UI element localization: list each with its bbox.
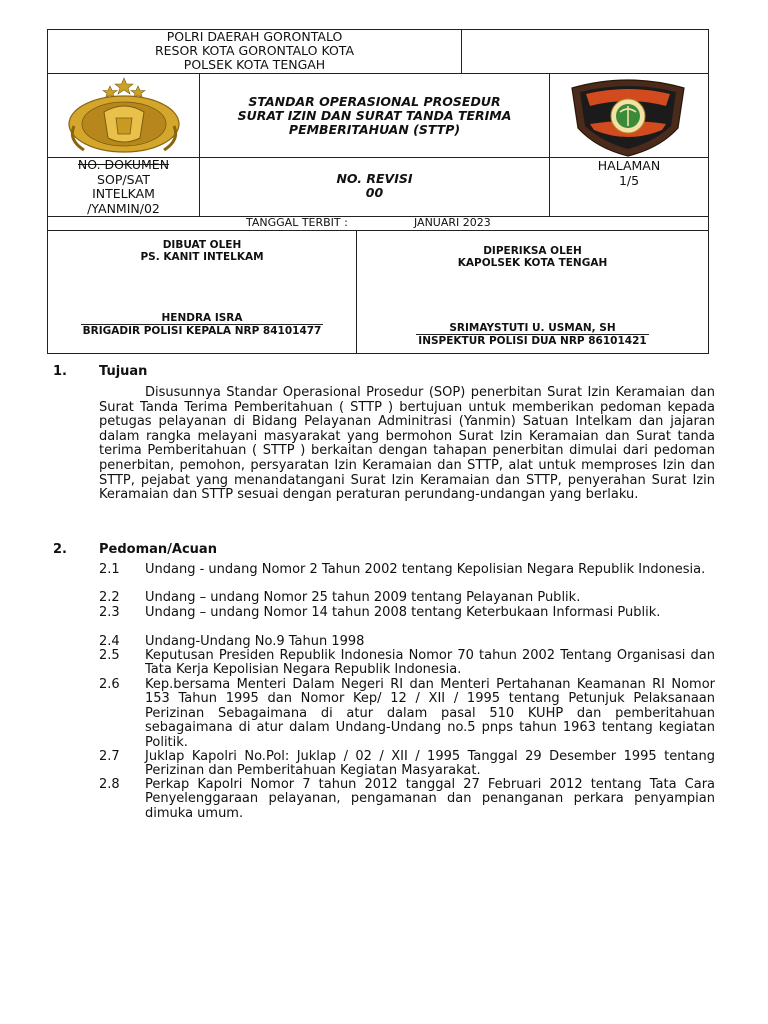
list-item-text: Juklap Kapolri No.Pol: Juklap / 02 / XII / 1995 Tanggal 29 Desember 1995 tentang Perizinan dan Pemberitahuan Kegiatan Masyarakat. — [145, 749, 715, 779]
page-cell — [549, 157, 709, 217]
org-cell — [47, 29, 462, 74]
list-item-text: Perkap Kapolri Nomor 7 tahun 2012 tanggal 27 Februari 2012 tentang Tata Cara Penyelenggaraan pelayanan, pengamanan dan penanganan perkara penyampian dimuka umum. — [145, 777, 715, 821]
org-line-2: RESOR KOTA GORONTALO KOTA — [154, 43, 355, 58]
list-item — [99, 591, 715, 605]
checked-by-rank: INSPEKTUR POLISI DUA NRP 86101421 — [418, 335, 647, 347]
title-cell — [199, 73, 550, 158]
revision-value: 00 — [365, 185, 384, 200]
polri-logo-cell — [47, 73, 200, 158]
doc-number-line-3: /YANMIN/02 — [87, 200, 160, 216]
doc-number-cell — [47, 157, 200, 217]
list-item — [99, 606, 715, 620]
list-item-number: 2.4 — [99, 634, 120, 649]
list-item — [99, 778, 715, 821]
revision-cell — [199, 157, 550, 217]
issue-date-value: JANUARI 2023 — [414, 216, 491, 229]
list-item — [99, 563, 715, 577]
checked-by-name: SRIMAYSTUTI U. USMAN, SH — [449, 322, 616, 334]
list-item-number: 2.6 — [99, 677, 120, 692]
org-blank-cell — [461, 29, 709, 74]
checked-by-label: DIPERIKSA OLEH — [483, 245, 582, 257]
doc-number-line-1: SOP/SAT — [97, 171, 150, 187]
list-item — [99, 678, 715, 750]
issue-date-label: TANGGAL TERBIT : — [246, 216, 348, 229]
gorontalo-logo-cell — [549, 73, 709, 158]
doc-number-line-2: INTELKAM — [92, 186, 155, 201]
doc-number-label: NO. DOKUMEN — [77, 157, 170, 172]
section-1-title: Tujuan — [99, 364, 148, 379]
prepared-by-rank: BRIGADIR POLISI KEPALA NRP 84101477 — [82, 325, 322, 337]
list-item-text: Kep.bersama Menteri Dalam Negeri RI dan Menteri Pertahanan Keamanan RI Nomor 153 Tahun 1995 dan Nomor Kep/ 12 / XII / 1995 tentang Petunjuk Pelaksanaan Perizinan Sebagaimana di atur dalam pasal 510 KUHP dan pemberitahuan sebagaimana di atur dalam Undang-Undang no.5 pnps tahun 1963 tentang kegiatan Politik. — [145, 677, 715, 750]
list-item-number: 2.7 — [99, 749, 120, 764]
checked-by-cell — [356, 230, 709, 354]
list-item-text: Undang – undang Nomor 25 tahun 2009 tentang Pelayanan Publik. — [145, 590, 581, 605]
section-1-number: 1. — [53, 364, 67, 379]
prepared-by-position: PS. KANIT INTELKAM — [140, 251, 264, 263]
title-line-2: SURAT IZIN DAN SURAT TANDA TERIMA — [237, 108, 512, 123]
org-line-3: POLSEK KOTA TENGAH — [183, 57, 326, 72]
list-item-text: Keputusan Presiden Republik Indonesia Nomor 70 tahun 2002 Tentang Organisasi dan Tata Kerja Kepolisian Negara Republik Indonesia. — [145, 648, 715, 678]
list-item-text: Undang - undang Nomor 2 Tahun 2002 tentang Kepolisian Negara Republik Indonesia. — [145, 562, 706, 577]
list-item-number: 2.1 — [99, 562, 120, 577]
prepared-by-cell — [47, 230, 357, 354]
list-item-text: Undang – undang Nomor 14 tahun 2008 tentang Keterbukaan Informasi Publik. — [145, 605, 661, 620]
list-item-number: 2.2 — [99, 590, 120, 605]
list-item — [99, 750, 715, 779]
list-item-number: 2.8 — [99, 777, 120, 792]
page-label: HALAMAN — [597, 158, 661, 173]
prepared-by-name: HENDRA ISRA — [161, 312, 243, 324]
polda-gorontalo-emblem-icon — [550, 74, 710, 159]
title-line-3: PEMBERITAHUAN (STTP) — [288, 122, 461, 137]
section-2-title: Pedoman/Acuan — [99, 542, 217, 557]
title-line-1: STANDAR OPERASIONAL PROSEDUR — [248, 94, 501, 109]
section-2-number: 2. — [53, 542, 67, 557]
issue-date-row — [47, 216, 709, 231]
section-1-paragraph: Disusunnya Standar Operasional Prosedur (SOP) penerbitan Surat Izin Keramaian dan Surat Tanda Terima Pemberitahuan ( STTP ) bertujuan untuk memberikan pedoman kepada petugas pelayanan di Bidang Pelayanan Adminitrasi (Yanmin) Satuan Intelkam dan jajaran dalam rangka melayani masyarakat yang bermohon Surat Izin Keramaian dan Surat tanda terima Pemberitahuan ( STTP ) berkaitan dengan tahapan penerbitan dimulai dari pedoman penerbitan, pemohon, persyaratan Izin Keramaian dan STTP, alat untuk memproses Izin dan STTP, pejabat yang menandatangani Surat Izin Keramaian dan STTP, penyerahan Surat Izin Keramaian dan STTP sesuai dengan peraturan perundang-undangan yang berlaku. — [99, 385, 715, 503]
checked-by-position: KAPOLSEK KOTA TENGAH — [457, 257, 608, 269]
page-value: 1/5 — [618, 173, 640, 188]
list-item-number: 2.3 — [99, 605, 120, 620]
prepared-by-label: DIBUAT OLEH — [162, 239, 242, 251]
list-item-text: Undang-Undang No.9 Tahun 1998 — [145, 634, 365, 649]
polri-emblem-icon — [48, 74, 201, 159]
org-line-1: POLRI DAERAH GORONTALO — [166, 29, 343, 44]
list-item-number: 2.5 — [99, 648, 120, 663]
revision-label: NO. REVISI — [336, 171, 413, 186]
list-item — [99, 649, 715, 678]
